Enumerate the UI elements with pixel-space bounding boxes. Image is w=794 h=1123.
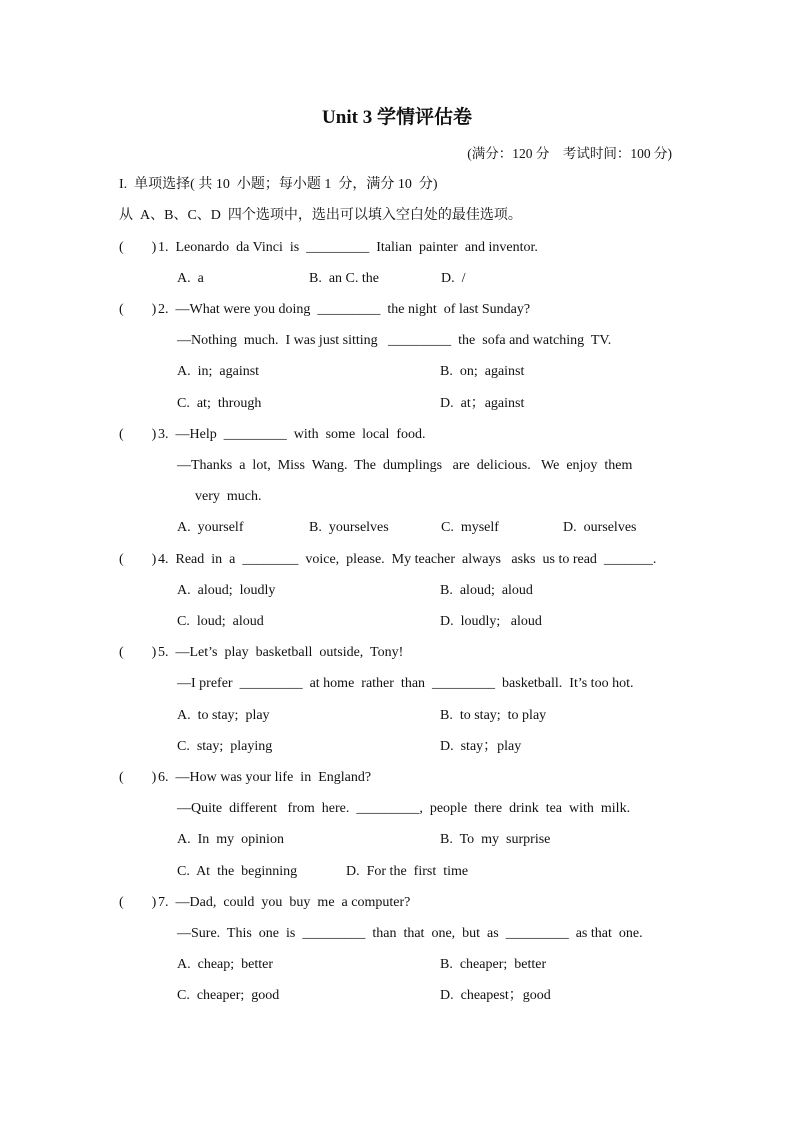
option-d[interactable]: D. /	[441, 271, 466, 286]
option-a[interactable]: A. in; against	[177, 364, 260, 379]
option-d[interactable]: D. For the first time	[346, 864, 469, 879]
question-stem: 2. —What were you doing _________ the night of last Sunday?	[158, 302, 531, 317]
option-d[interactable]: D. loudly; aloud	[440, 614, 542, 629]
answer-blank[interactable]: ( )	[119, 427, 157, 442]
question-reply: —Thanks a lot, Miss Wang. The dumplings are delicious. We enjoy them	[177, 458, 633, 473]
question-stem: 7. —Dad, could you buy me a computer?	[158, 895, 411, 910]
answer-blank[interactable]: ( )	[119, 552, 157, 567]
option-c[interactable]: C. loud; aloud	[177, 614, 264, 629]
option-b[interactable]: B. yourselves	[309, 520, 389, 535]
answer-blank[interactable]: ( )	[119, 770, 157, 785]
option-c[interactable]: C. cheaper; good	[177, 988, 280, 1003]
question-reply: —Nothing much. I was just sitting _________ the sofa and watching TV.	[177, 333, 612, 348]
option-a[interactable]: A. yourself	[177, 520, 244, 535]
section-instruction: 从 A、B、C、D 四个选项中，选出可以填入空白处的最佳选项。	[119, 208, 522, 223]
option-c[interactable]: C. stay; playing	[177, 739, 273, 754]
question-reply: —Sure. This one is _________ than that one, but as _________ as that one.	[177, 926, 643, 941]
answer-blank[interactable]: ( )	[119, 240, 157, 255]
option-b[interactable]: B. an C. the	[309, 271, 379, 286]
answer-blank[interactable]: ( )	[119, 895, 157, 910]
option-c[interactable]: C. At the beginning	[177, 864, 298, 879]
option-a[interactable]: A. In my opinion	[177, 832, 284, 847]
option-a[interactable]: A. cheap; better	[177, 957, 274, 972]
question-stem: 3. —Help _________ with some local food.	[158, 427, 426, 442]
option-b[interactable]: B. cheaper; better	[440, 957, 547, 972]
option-a[interactable]: A. to stay; play	[177, 708, 270, 723]
option-c[interactable]: C. at; through	[177, 396, 262, 411]
answer-blank[interactable]: ( )	[119, 645, 157, 660]
option-d[interactable]: D. stay；play	[440, 739, 522, 754]
question-stem: 4. Read in a ________ voice, please. My teacher always asks us to read _______.	[158, 552, 657, 567]
question-stem: 1. Leonardo da Vinci is _________ Italian painter and inventor.	[158, 240, 538, 255]
option-b[interactable]: B. on; against	[440, 364, 525, 379]
option-d[interactable]: D. ourselves	[563, 520, 637, 535]
option-b[interactable]: B. to stay; to play	[440, 708, 547, 723]
section-heading: I. 单项选择( 共 10 小题；每小题 1 分，满分 10 分)	[119, 177, 438, 192]
option-b[interactable]: B. aloud; aloud	[440, 583, 533, 598]
option-b[interactable]: B. To my surprise	[440, 832, 551, 847]
question-reply: —I prefer _________ at home rather than _________ basketball. It’s too hot.	[177, 676, 634, 691]
option-d[interactable]: D. at；against	[440, 396, 525, 411]
option-a[interactable]: A. a	[177, 271, 204, 286]
answer-blank[interactable]: ( )	[119, 302, 157, 317]
option-d[interactable]: D. cheapest；good	[440, 988, 551, 1003]
question-stem: 5. —Let’s play basketball outside, Tony!	[158, 645, 404, 660]
question-reply: —Quite different from here. _________, people there drink tea with milk.	[177, 801, 631, 816]
question-reply-continued: very much.	[195, 489, 262, 504]
page-title: Unit 3 学情评估卷	[322, 107, 472, 128]
exam-info: (满分：120 分 考试时间：100 分)	[467, 146, 672, 161]
option-c[interactable]: C. myself	[441, 520, 499, 535]
question-stem: 6. —How was your life in England?	[158, 770, 372, 785]
option-a[interactable]: A. aloud; loudly	[177, 583, 276, 598]
